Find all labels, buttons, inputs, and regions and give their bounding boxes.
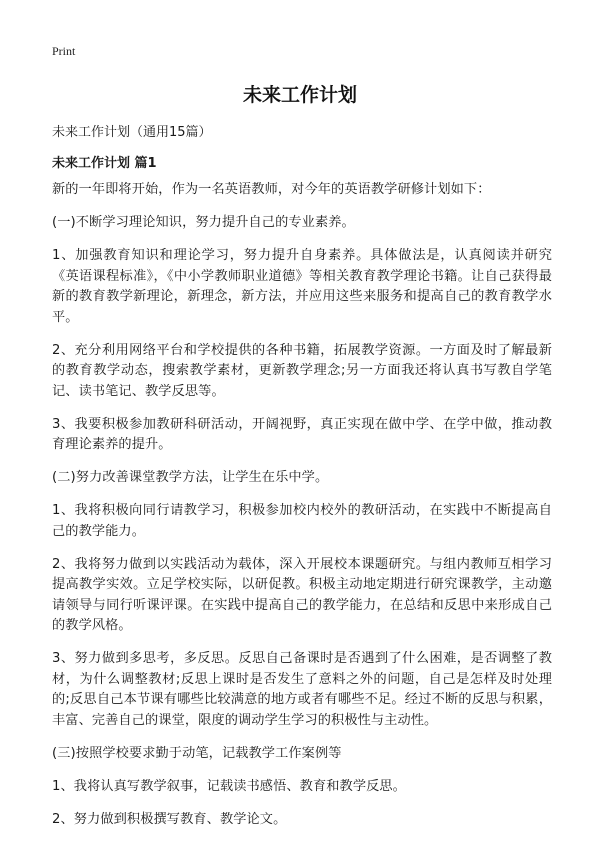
paragraph: 1、加强教育知识和理论学习，努力提升自身素养。具体做法是，认真阅读并研究《英语课程标准》，《中小学教师职业道德》等相关教育教学理论书籍。让自己获得最新的教育教学新理论，新理念，新方法，并应用这些来服务和提高自己的教育教学水平。 — [52, 248, 552, 325]
paragraph: 2、努力做到积极撰写教育、教学论文。 — [52, 811, 287, 827]
paragraph-heading-3: (三)按照学校要求勤于动笔，记载教学工作案例等 — [52, 745, 342, 761]
paragraph: 1、我将认真写教学叙事，记载读书感悟、教育和教学反思。 — [52, 778, 406, 794]
page-title: 未来工作计划 — [242, 84, 357, 106]
paragraph: 3、我要积极参加教研科研活动，开阔视野，真正实现在做中学、在学中做，推动教育理论素养的提升。 — [52, 416, 552, 452]
paragraph: 1、我将积极向同行请教学习，积极参加校内校外的教研活动，在实践中不断提高自己的教学能力。 — [52, 503, 552, 539]
paragraph-intro: 新的一年即将开始，作为一名英语教师，对今年的英语教学研修计划如下： — [52, 182, 491, 197]
paragraph-heading-1: (一)不断学习理论知识，努力提升自己的专业素养。 — [52, 215, 355, 230]
paragraph: 2、充分利用网络平台和学校提供的各种书籍，拓展教学资源。一方面及时了解最新的教育教学动态，搜索教学素材，更新教学理念;另一方面我还将认真书写教自学笔记、读书笔记、教学反思等。 — [52, 342, 552, 399]
print-label: Print — [52, 44, 76, 58]
document-subtitle: 未来工作计划（通用15篇） — [52, 125, 212, 140]
paragraph-heading-2: (二)努力改善课堂教学方法，让学生在乐中学。 — [52, 470, 329, 485]
section-heading: 未来工作计划 篇1 — [52, 156, 157, 171]
paragraph: 2、我将努力做到以实践活动为载体，深入开展校本课题研究。与组内教师互相学习提高教学实效。立足学校实际，以研促教。积极主动地定期进行研究课教学，主动邀请领导与同行听课评课。在实践中提高自己的教学能力，在总结和反思中来形成自己的教学风格。 — [52, 556, 552, 633]
document-body — [52, 180, 552, 843]
paragraph: 3、努力做到多思考，多反思。反思自己备课时是否遇到了什么困难，是否调整了教材，为什么调整教材;反思上课时是否发生了意料之外的问题，自己是怎样及时处理的;反思自己本节课有哪些比较满意的地方或者有哪些不足。经过不断的反思与积累，丰富、完善自己的课堂，限度的调动学生学习的积极性与主动性。 — [52, 651, 552, 728]
